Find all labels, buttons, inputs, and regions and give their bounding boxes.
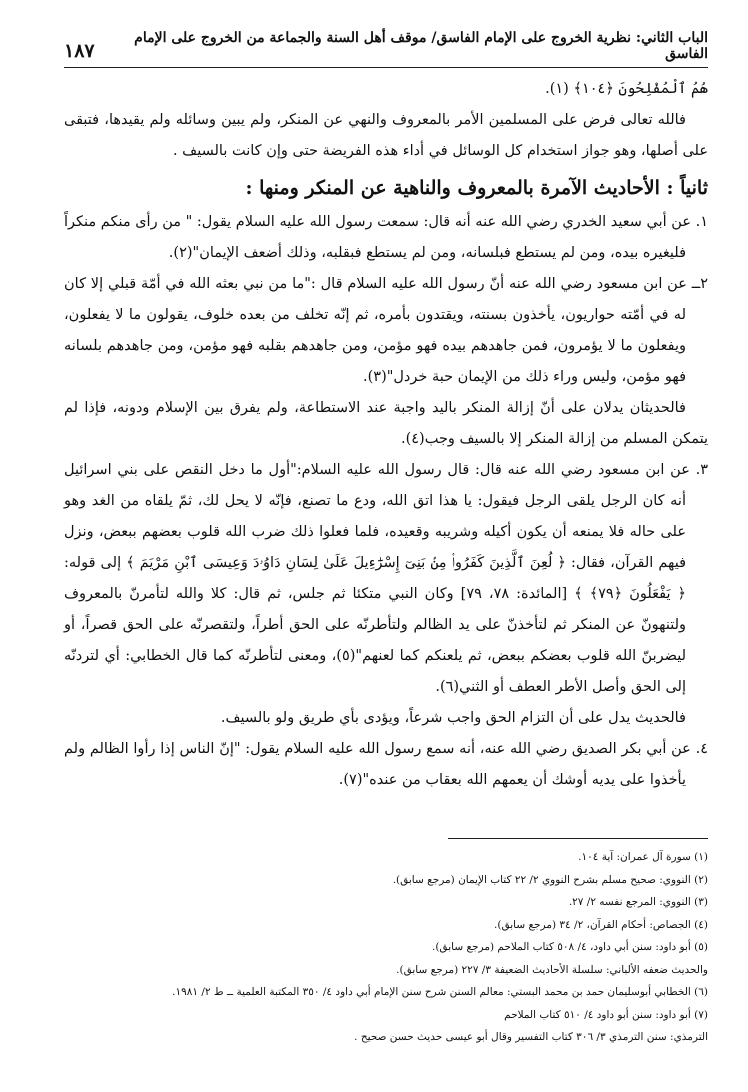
section-heading: ثانياً : الأحاديث الآمرة بالمعروف والناهية عن المنكر ومنها :	[245, 177, 708, 199]
page-body	[64, 74, 708, 796]
footnote: (٤) الجصاص: أحكام القرآن، ٢/ ٣٤ (مرجع سابق).	[494, 918, 708, 931]
footnote-separator	[448, 838, 708, 839]
page-number: ١٨٧	[64, 40, 95, 62]
footnote: والحديث ضعفه الألباني: سلسلة الأحاديث الضعيفة ٣/ ٢٢٧ (مرجع سابق).	[396, 963, 708, 976]
footnotes	[64, 846, 708, 1049]
paragraph-2: فالحديثان يدلان على أنّ إزالة المنكر باليد واجبة عند الاستطاعة، ولم يفرق بين الإسلام ودونه، فإذا لم يتمكن المسلم من إزالة المنكر إلا بالسيف وجب(٤).	[64, 400, 708, 447]
hadith-item-1: ١. عن أبي سعيد الخدري رضي الله عنه أنه قال: سمعت رسول الله عليه السلام يقول: " من رأى منكم منكراً فليغيره بيده، ومن لم يستطع فبلسانه، ومن لم يستطع فبقلبه، وذلك أضعف الإيمان"(٢).	[64, 214, 708, 261]
paragraph-1: فالله تعالى فرض على المسلمين الأمر بالمعروف والنهي عن المنكر، ولم يبين وسائله ولم يقيدها، فتبقى على أصلها، وهو جواز استخدام كل الوسائل في أداء هذه الفريضة حتى وإن كانت بالسيف .	[64, 112, 708, 159]
footnote: (٣) النووي: المرجع نفسه ٢/ ٢٧.	[568, 896, 708, 908]
hadith-item-3: ٣. عن ابن مسعود رضي الله عنه قال: قال رسول الله عليه السلام:"أول ما دخل النقص على بني اسرائيل أنه كان الرجل يلقى الرجل فيقول: يا هذا اتق الله، ودع ما تصنع، فإنّه لا يحل لك، ثمّ يلقاه من الغد وهو على حاله فلا يمنعه أن يكون أكيله وشريبه وقعيده، فلما فعلوا ذلك ضرب الله قلوب بعضهم ببعض، ونزل فيهم القرآن، فقال: ﴿ لُعِنَ ٱلَّذِينَ كَفَرُوا۟ مِنۢ بَنِىٓ إِسْرَٰٓءِيلَ عَلَىٰ لِسَانِ دَاوُۥدَ وَعِيسَى ٱبْنِ مَرْيَمَ ﴾ إلى قوله: ﴿ يَفْعَلُونَ ﴿٧٩﴾ ﴾ [المائدة: ٧٨، ٧٩] وكان النبي متكئا ثم جلس، ثم قال: كلا والله لتأمرنّ بالمعروف ولتنهونّ عن المنكر ثم لتأخذنّ على يد الظالم ولتأطرنّه على الحق أطراً، ولتقصرنّه على الحق قصراً، أو ليضربنّ الله قلوب بعضكم ببعض، ثم يلعنكم كما لعنهم"(٥)، ومعنى لتأطرنّه كما قال الخطابي: أي لتردنّه إلى الحق وأصل الأطر العطف أو الثني(٦).	[64, 462, 708, 695]
footnote: (٥) أبو داود: سنن أبي داود، ٤/ ٥٠٨ كتاب الملاحم (مرجع سابق).	[432, 941, 708, 953]
hadith-item-4: ٤. عن أبي بكر الصديق رضي الله عنه، أنه سمع رسول الله عليه السلام يقول: "إنّ الناس إذا رأوا الظالم ولم يأخذوا على يديه أوشك أن يعمهم الله بعقاب من عنده"(٧).	[64, 741, 708, 788]
footnote: (٧) أبو داود: سنن أبو داود ٤/ ٥١٠ كتاب الملاحم	[504, 1008, 708, 1021]
paragraph-3: فالحديث يدل على أن التزام الحق واجب شرعاً، ويؤدى بأي طريق ولو بالسيف.	[220, 710, 686, 726]
hadith-item-2: ٢ــ عن ابن مسعود رضي الله عنه أنّ رسول الله عليه السلام قال :"ما من نبي بعثه الله في أمّة قبلي إلا كان له في أمّته حواريون، يأخذون بسنته، ويقتدون بأمره، ثم إنّه تخلف من بعده خلوف، يقولون ما لا يفعلون، ويفعلون ما لا يؤمرون، فمن جاهدهم بيده فهو مؤمن، ومن جاهدهم بقلبه فهو مؤمن، ومن جاهدهم بلسانه فهو مؤمن، وليس وراء ذلك من الإيمان حبة خردل"(٣).	[64, 276, 708, 385]
footnote: (٢) النووي: صحيح مسلم بشرح النووي ٢/ ٢٢ كتاب الإيمان (مرجع سابق).	[392, 873, 708, 886]
footnote: (٦) الخطابي أبوسليمان حمد بن محمد البستي: معالم السنن شرح سنن الإمام أبي داود ٤/ ٣٥٠ المكتبة العلمية ــ ط ٢/ ١٩٨١.	[172, 986, 708, 998]
page-header	[64, 30, 708, 68]
verse-ending: هُمُ ٱلْمُفْلِحُونَ ﴿١٠٤﴾ (١).	[545, 81, 708, 97]
running-title: الباب الثاني: نظرية الخروج على الإمام الفاسق/ موقف أهل السنة والجماعة من الخروج على الإمام الفاسق	[134, 30, 708, 62]
footnote: الترمذي: سنن الترمذي ٣/ ٣٠٦ كتاب التفسير وقال أبو عيسى حديث حسن صحيح .	[354, 1031, 708, 1043]
footnote: (١) سورة آل عمران: آية ١٠٤.	[578, 851, 708, 863]
